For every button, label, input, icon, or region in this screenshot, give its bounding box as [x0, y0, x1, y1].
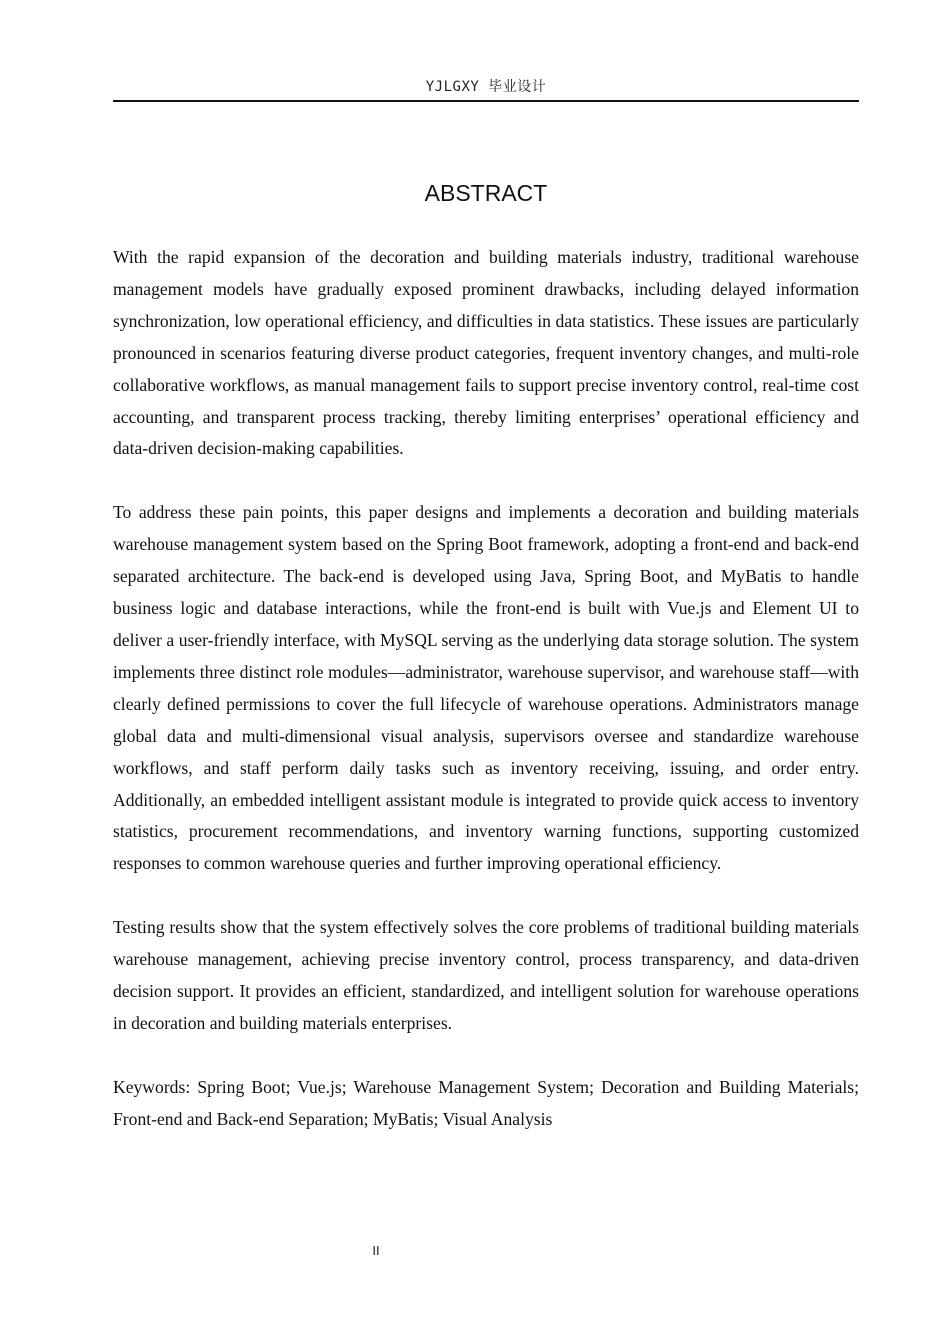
abstract-title: ABSTRACT: [424, 180, 548, 206]
abstract-paragraph-2: To address these pain points, this paper designs and implements a decoration and building materials warehouse management system based on the Spring Boot framework, adopting a front-end and back-end separated architecture. The back-end is developed using Java, Spring Boot, and MyBatis to handle business logic and database interactions, while the front-end is built with Vue.js and Element UI to deliver a user-friendly interface, with MySQL serving as the underlying data storage solution. The system implements three distinct role modules—administrator, warehouse supervisor, and warehouse staff—with clearly defined permissions to cover the full lifecycle of warehouse operations. Administrators manage global data and multi-dimensional visual analysis, supervisors oversee and standardize warehouse workflows, and staff perform daily tasks such as inventory receiving, issuing, and order entry. Additionally, an embedded intelligent assistant module is integrated to provide quick access to inventory statistics, procurement recommendations, and inventory warning functions, supporting customized responses to common warehouse queries and further improving operational efficiency.: [113, 502, 859, 874]
abstract-paragraph-3: Testing results show that the system effectively solves the core problems of traditional building materials warehouse management, achieving precise inventory control, process transparency, and data-driven decision support. It provides an efficient, standardized, and intelligent solution for warehouse operations in decoration and building materials enterprises.: [113, 917, 859, 1033]
abstract-paragraph-1: With the rapid expansion of the decoration and building materials industry, traditional warehouse management models have gradually exposed prominent drawbacks, including delayed information synchronization, low operational efficiency, and difficulties in data statistics. These issues are particularly pronounced in scenarios featuring diverse product categories, frequent inventory changes, and multi-role collaborative workflows, as manual management fails to support precise inventory control, real-time cost accounting, and transparent process tracking, thereby limiting enterprises’ operational efficiency and data-driven decision-making capabilities.: [113, 247, 859, 459]
header-rule: [113, 100, 859, 102]
running-header: YJLGXY 毕业设计: [425, 79, 547, 95]
keywords: Keywords: Spring Boot; Vue.js; Warehouse Management System; Decoration and Building Materials; Front-end and Back-end Separation; MyBatis; Visual Analysis: [113, 1076, 859, 1129]
abstract-body: [113, 242, 859, 1136]
page-number: II: [372, 1243, 380, 1258]
